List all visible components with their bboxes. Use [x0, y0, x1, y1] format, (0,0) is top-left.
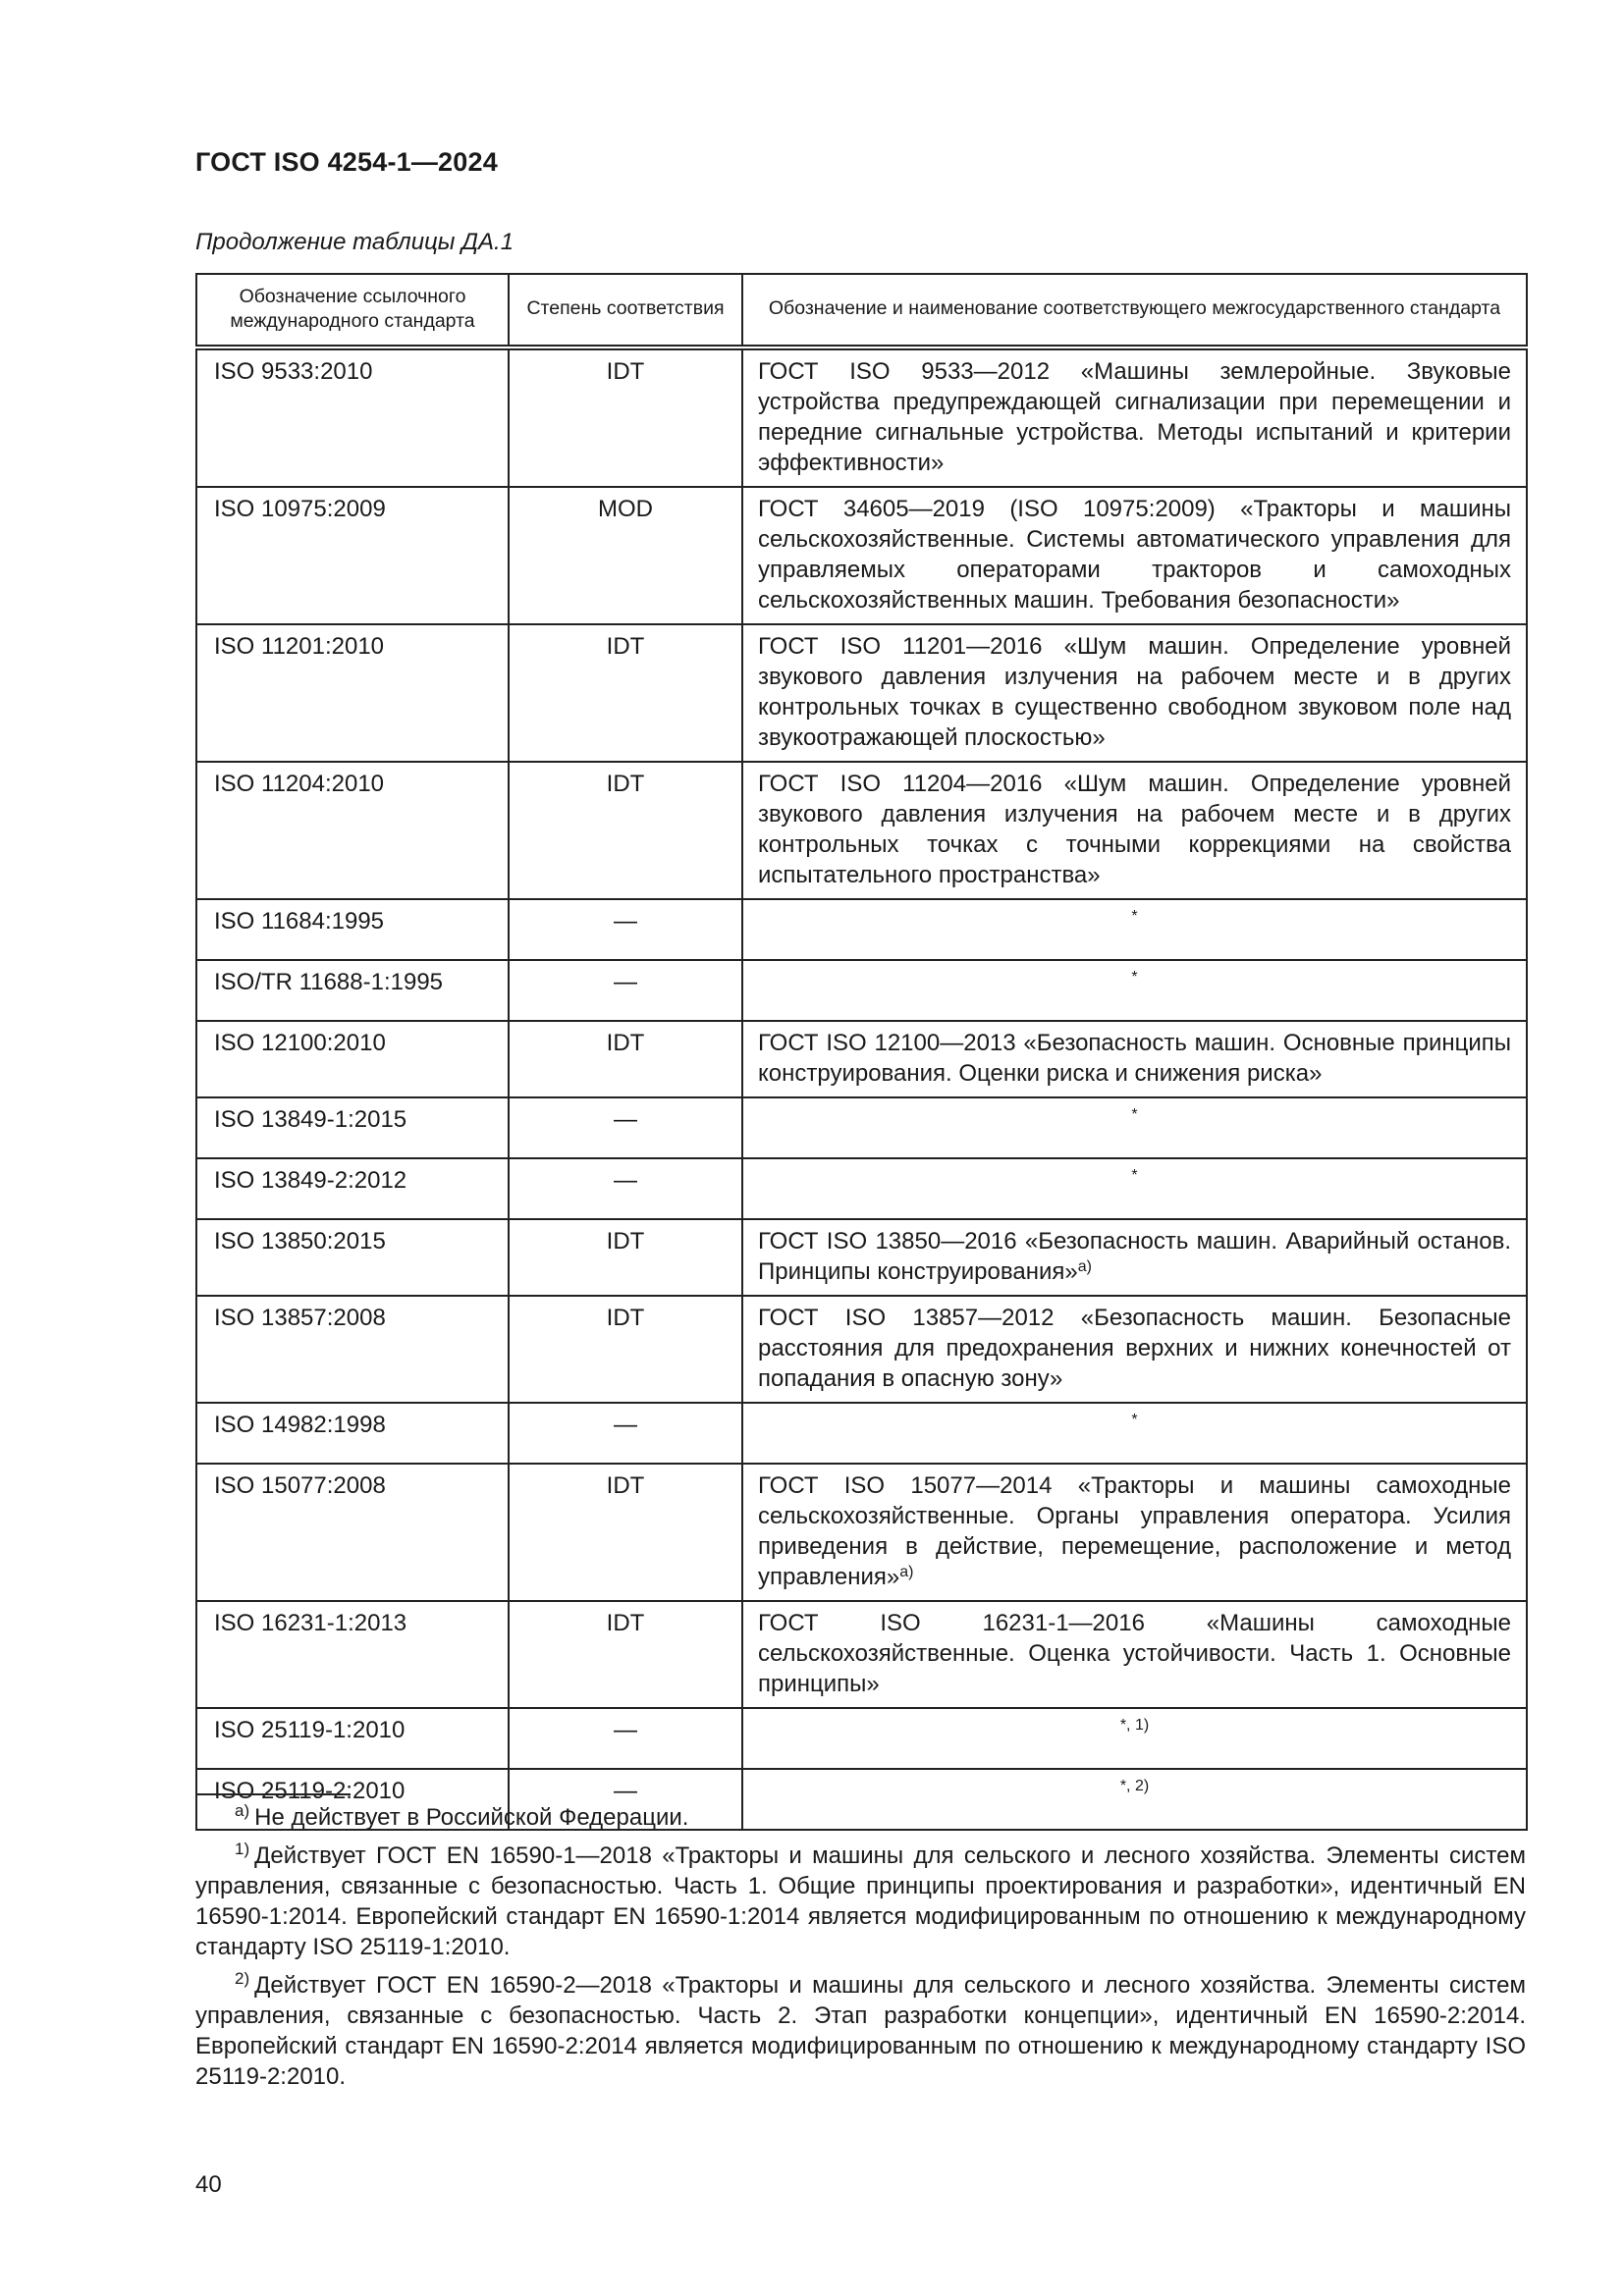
- footnote-mark: 1): [235, 1840, 250, 1858]
- footnote-mark: а): [235, 1801, 250, 1820]
- no-equivalent-mark: *: [742, 960, 1527, 1021]
- footnote-ref: а): [899, 1564, 914, 1580]
- ref-standard-cell: ISO 10975:2009: [196, 487, 509, 624]
- standard-title: ГОСТ ISO 15077—2014 «Тракторы и машины самоходные сельскохозяйственные. Органы управления оператора. Усилия приведения в действие, перемещение, расположение и метод управления»: [758, 1472, 1511, 1590]
- footnote-text: Действует ГОСТ EN 16590-1—2018 «Тракторы и машины для сельского и лесного хозяйства. Элементы систем управления, связанные с безопасностью. Часть 1. Общие принципы проектирования и разработки», идентичный EN 16590-1:2014. Европейский стандарт EN 16590-1:2014 является модифицированным по отношению к международному стандарту ISO 25119-1:2010.: [195, 1842, 1526, 1960]
- table-row: [196, 1219, 1527, 1296]
- national-standard-cell: ГОСТ ISO 16231-1—2016 «Машины самоходные сельскохозяйственные. Оценка устойчивости. Часть 1. Основные принципы»: [742, 1601, 1527, 1708]
- degree-cell: IDT: [509, 347, 742, 487]
- national-standard-cell: ГОСТ 34605—2019 (ISO 10975:2009) «Тракторы и машины сельскохозяйственные. Системы автоматического управления для управляемых операторами тракторов и самоходных сельскохозяйственных машин. Требования безопасности»: [742, 487, 1527, 624]
- degree-cell: —: [509, 1158, 742, 1219]
- ref-standard-cell: ISO 11204:2010: [196, 762, 509, 899]
- no-equivalent-mark: *: [742, 1097, 1527, 1158]
- footnote: [195, 1970, 1526, 2092]
- ref-standard-cell: ISO 9533:2010: [196, 347, 509, 487]
- ref-standard-cell: ISO 11201:2010: [196, 624, 509, 762]
- table-header-row: [196, 274, 1527, 347]
- degree-cell: —: [509, 1769, 742, 1830]
- no-equivalent-mark: *: [742, 1403, 1527, 1464]
- table-row: [196, 1464, 1527, 1601]
- document-id: ГОСТ ISO 4254-1—2024: [195, 147, 498, 177]
- footnote: [195, 1841, 1526, 1962]
- ref-standard-cell: ISO 11684:1995: [196, 899, 509, 960]
- table-row: [196, 487, 1527, 624]
- table-row: [196, 762, 1527, 899]
- ref-standard-cell: ISO 25119-1:2010: [196, 1708, 509, 1769]
- degree-cell: MOD: [509, 487, 742, 624]
- footnote-ref: а): [1077, 1258, 1092, 1275]
- degree-cell: —: [509, 1708, 742, 1769]
- ref-standard-cell: ISO 16231-1:2013: [196, 1601, 509, 1708]
- national-standard-cell: ГОСТ ISO 11204—2016 «Шум машин. Определение уровней звукового давления излучения на рабочем месте и в других контрольных точках с точными коррекциями на свойства испытательного пространства»: [742, 762, 1527, 899]
- footnote-mark: 2): [235, 1969, 250, 1988]
- degree-cell: IDT: [509, 1296, 742, 1403]
- degree-cell: IDT: [509, 1601, 742, 1708]
- ref-standard-cell: ISO 13849-1:2015: [196, 1097, 509, 1158]
- standard-title: ГОСТ ISO 13850—2016 «Безопасность машин. Аварийный останов. Принципы конструирования»: [758, 1228, 1511, 1285]
- reference-table: [195, 273, 1528, 1831]
- ref-standard-cell: ISO 12100:2010: [196, 1021, 509, 1097]
- column-header: Обозначение и наименование соответствующего межгосударственного стандарта: [742, 274, 1527, 347]
- degree-cell: IDT: [509, 1021, 742, 1097]
- degree-cell: —: [509, 960, 742, 1021]
- degree-cell: IDT: [509, 624, 742, 762]
- table-row: [196, 1601, 1527, 1708]
- national-standard-cell: [742, 1464, 1527, 1601]
- degree-cell: —: [509, 1403, 742, 1464]
- table-row: [196, 347, 1527, 487]
- no-equivalent-mark: *: [742, 899, 1527, 960]
- table-row: [196, 1021, 1527, 1097]
- ref-standard-cell: ISO 14982:1998: [196, 1403, 509, 1464]
- no-equivalent-mark: *: [742, 1158, 1527, 1219]
- ref-standard-cell: ISO 15077:2008: [196, 1464, 509, 1601]
- table-row: [196, 899, 1527, 960]
- column-header: Обозначение ссылочного международного стандарта: [196, 274, 509, 347]
- degree-cell: —: [509, 1097, 742, 1158]
- column-header: Степень соответствия: [509, 274, 742, 347]
- no-equivalent-mark: *, 1): [742, 1708, 1527, 1769]
- ref-standard-cell: ISO 13850:2015: [196, 1219, 509, 1296]
- national-standard-cell: ГОСТ ISO 13857—2012 «Безопасность машин. Безопасные расстояния для предохранения верхних и нижних конечностей от попадания в опасную зону»: [742, 1296, 1527, 1403]
- table-row: [196, 624, 1527, 762]
- degree-cell: IDT: [509, 762, 742, 899]
- table-row: [196, 960, 1527, 1021]
- footnote-separator: [195, 1793, 351, 1795]
- degree-cell: —: [509, 899, 742, 960]
- footnote-text: Действует ГОСТ EN 16590-2—2018 «Тракторы и машины для сельского и лесного хозяйства. Элементы систем управления, связанные с безопасностью. Часть 2. Этап разработки концепции», идентичный EN 16590-2:2014. Европейский стандарт EN 16590-2:2014 является модифицированным по отношению к международному стандарту ISO 25119-2:2010.: [195, 1972, 1526, 2090]
- ref-standard-cell: ISO/TR 11688-1:1995: [196, 960, 509, 1021]
- table-caption: Продолжение таблицы ДА.1: [195, 229, 514, 255]
- ref-standard-cell: ISO 13857:2008: [196, 1296, 509, 1403]
- degree-cell: IDT: [509, 1219, 742, 1296]
- no-equivalent-mark: *, 2): [742, 1769, 1527, 1830]
- national-standard-cell: ГОСТ ISO 11201—2016 «Шум машин. Определение уровней звукового давления излучения на рабочем месте и в других контрольных точках в существенно свободном звуковом поле над звукоотражающей плоскостью»: [742, 624, 1527, 762]
- national-standard-cell: ГОСТ ISO 9533—2012 «Машины землеройные. Звуковые устройства предупреждающей сигнализации при перемещении и передние сигнальные устройства. Методы испытаний и критерии эффективности»: [742, 347, 1527, 487]
- table-row: [196, 1708, 1527, 1769]
- ref-standard-cell: ISO 25119-2:2010: [196, 1769, 509, 1830]
- table-row: [196, 1403, 1527, 1464]
- national-standard-cell: [742, 1219, 1527, 1296]
- table-row: [196, 1097, 1527, 1158]
- degree-cell: IDT: [509, 1464, 742, 1601]
- table-row: [196, 1158, 1527, 1219]
- footnotes: [195, 1802, 1526, 2100]
- footnote: [195, 1802, 1526, 1833]
- table-row: [196, 1296, 1527, 1403]
- national-standard-cell: ГОСТ ISO 12100—2013 «Безопасность машин. Основные принципы конструирования. Оценки риска и снижения риска»: [742, 1021, 1527, 1097]
- ref-standard-cell: ISO 13849-2:2012: [196, 1158, 509, 1219]
- footnote-text: Не действует в Российской Федерации.: [254, 1804, 689, 1831]
- page-number: 40: [195, 2171, 222, 2198]
